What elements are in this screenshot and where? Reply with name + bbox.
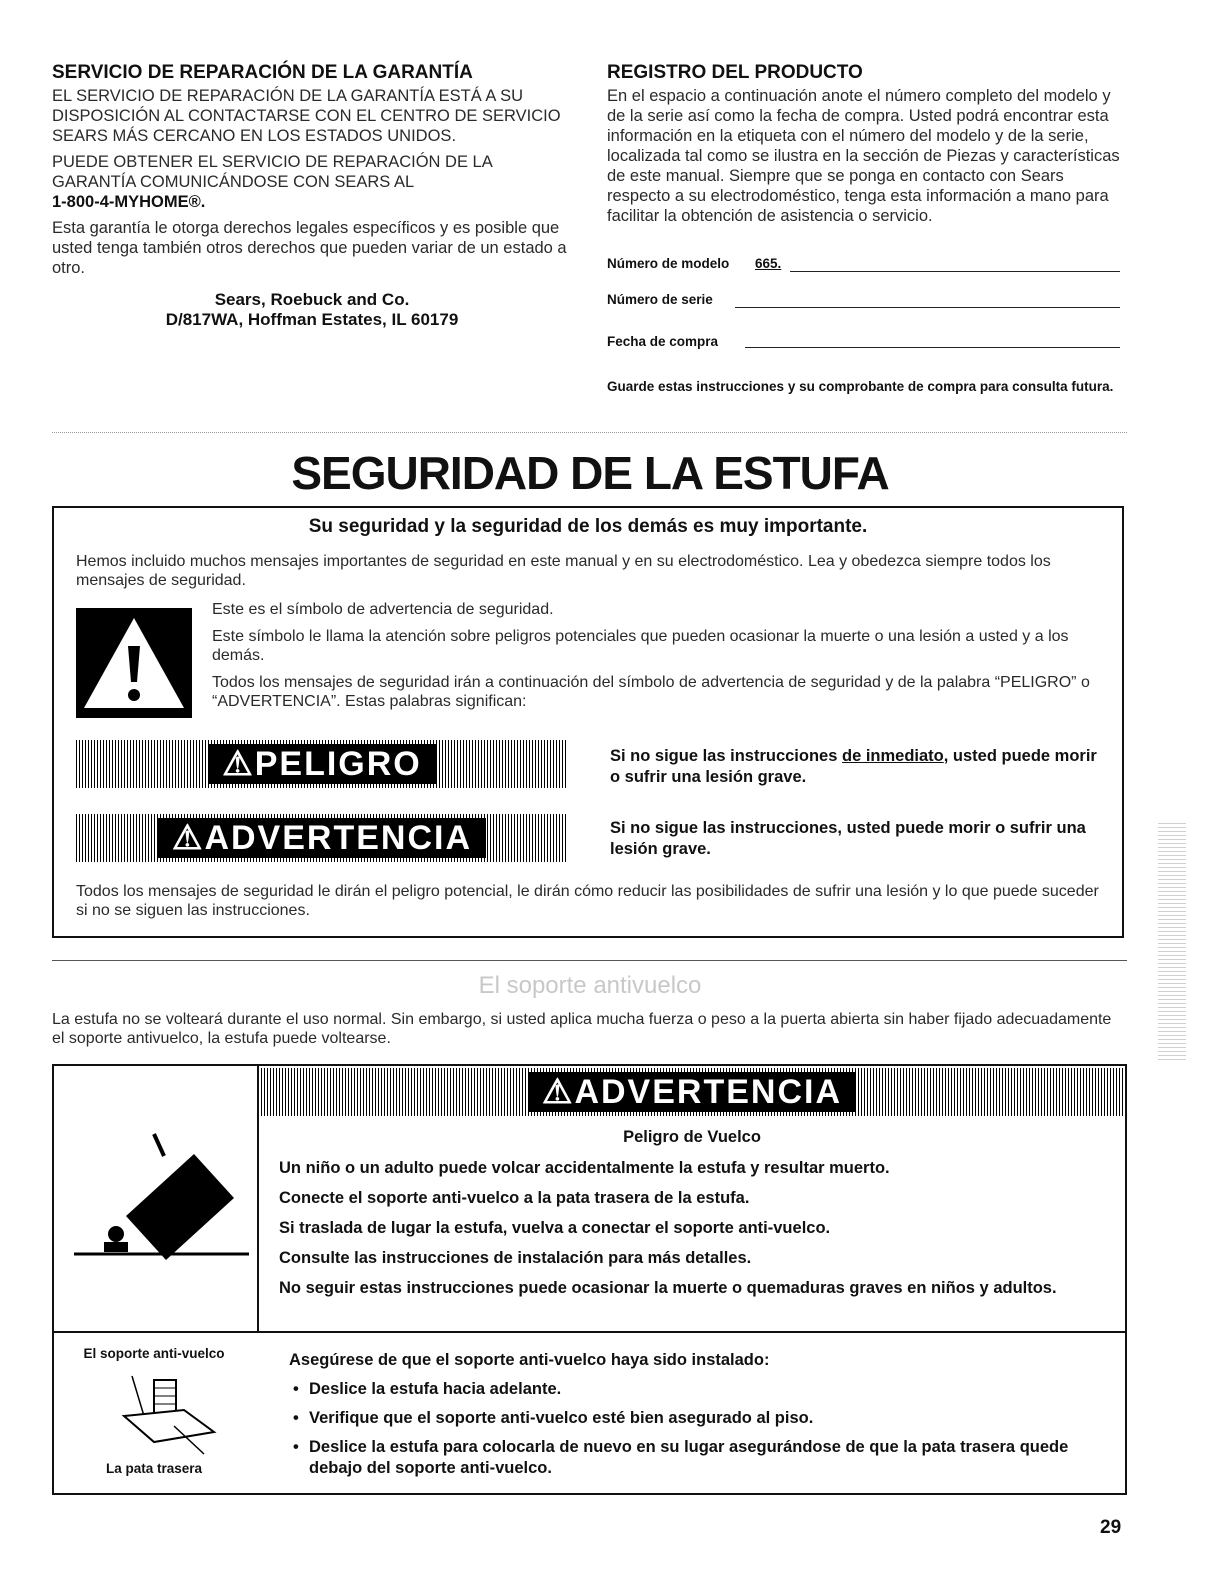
tip-line-4: Consulte las instrucciones de instalación para más detalles. [279,1249,752,1267]
box-horizontal-divider [54,1331,1125,1333]
peligro-signal-word [76,740,568,788]
warranty-section [52,62,572,330]
check-step-2: • Verifique que el soporte anti-vuelco esté bien asegurado al piso. [289,1408,1089,1429]
section-divider [52,432,1127,433]
symbol-description [212,600,1102,711]
model-number-line[interactable] [790,271,1120,272]
peligro-text-a: Si no sigue las instrucciones [610,747,842,765]
safety-box [52,506,1124,938]
purchase-date-line[interactable] [745,347,1120,348]
serial-number-label: Número de serie [607,292,713,307]
company-name: Sears, Roebuck and Co. [214,290,410,309]
tipping-range-illustration-icon [74,1126,254,1276]
registration-heading: REGISTRO DEL PRODUCTO [607,62,863,83]
advertencia-label: ⚠ADVERTENCIA [158,818,486,858]
check-step-3: • Deslice la estufa para colocarla de nuevo en su lugar asegurándose de que la pata trasera quede debajo del soporte anti-vuelco. [289,1437,1089,1479]
bracket-label: El soporte anti-vuelco [83,1346,225,1361]
tip-line-3: Si traslada de lugar la estufa, vuelva a conectar el soporte anti-vuelco. [279,1219,831,1237]
antitip-warning-box [52,1064,1127,1495]
page-number: 29 [1100,1517,1122,1538]
bracket-check-heading: Asegúrese de que el soporte anti-vuelco haya sido instalado: [289,1351,770,1369]
purchase-date-label: Fecha de compra [607,334,719,349]
registration-para: En el espacio a continuación anote el número completo del modelo y de la serie así como la fecha de compra. Usted podrá encontrar esta información en la etiqueta con el número del modelo y de la serie, localizada tal como se ilustra en la sección de Piezas y características de este manual. Siempre que se ponga en contacto con Sears respecto a su electrodoméstico, tenga esta información a mano para facilitar la obtención de asistencia o servicio. [607,87,1120,225]
warranty-para-3: Esta garantía le otorga derechos legales específicos y es posible que usted tenga también otros derechos que pueden variar de un estado a otro. [52,219,567,277]
antitip-intro: La estufa no se volteará durante el uso normal. Sin embargo, si usted aplica mucha fuerza o peso a la puerta abierta sin haber fijado adecuadamente el soporte antivuelco, la estufa puede voltearse. [52,1011,1112,1047]
section-rule [52,960,1127,961]
safety-footer: Todos los mensajes de seguridad le dirán el peligro potencial, le dirán cómo reducir las posibilidades de sufrir una lesión y lo que puede suceder si no se siguen las instrucciones. [76,883,1099,919]
warranty-para-1: EL SERVICIO DE REPARACIÓN DE LA GARANTÍA ESTÁ A SU DISPOSICIÓN AL CONTACTARSE CON EL CENTRO DE SERVICIO SEARS MÁS CERCANO EN LOS ESTADOS UNIDOS. [52,87,561,145]
safety-alert-symbol-icon [76,608,192,718]
antitip-advertencia-banner [261,1068,1123,1116]
page-title: SEGURIDAD DE LA ESTUFA [291,447,889,499]
tip-line-1: Un niño o un adulto puede volcar accidentalmente la estufa y resultar muerto. [279,1159,890,1177]
bracket-check [289,1350,1089,1479]
antitip-heading: El soporte antivuelco [478,972,702,999]
safety-intro: Hemos incluido muchos mensajes importantes de seguridad en este manual y en su electrodoméstico. Lea y obedezca siempre todos los mensajes de seguridad. [76,553,1051,589]
tip-over-subtitle: Peligro de Vuelco [623,1128,761,1146]
warranty-heading: SERVICIO DE REPARACIÓN DE LA GARANTÍA [52,62,473,83]
peligro-description [610,746,1110,788]
registration-section [607,62,1127,226]
tip-line-2: Conecte el soporte anti-vuelco a la pata trasera de la estufa. [279,1189,750,1207]
peligro-text-underline: de inmediato [841,747,944,765]
model-number-label: Número de modelo [607,256,730,271]
symbol-line-2: Este símbolo le llama la atención sobre peligros potenciales que pueden ocasionar la muerte o una lesión a usted y a los demás. [212,628,1069,664]
warranty-phone: 1-800-4-MYHOME®. [52,193,206,211]
anti-tip-bracket-icon [114,1366,224,1456]
safety-box-heading: Su seguridad y la seguridad de los demás es muy importante. [308,516,868,537]
peligro-label: ⚠PELIGRO [208,744,436,784]
peligro-text-b: , usted puede morir o sufrir una lesión grave. [610,747,1097,786]
company-address: D/817WA, Hoffman Estates, IL 60179 [165,310,459,329]
rear-leg-label: La pata trasera [105,1461,203,1476]
tip-line-5: No seguir estas instrucciones puede ocasionar la muerte o quemaduras graves en niños y adultos. [279,1279,1057,1297]
model-number-prefix: 665. [755,256,782,271]
box-vertical-divider [257,1066,259,1331]
advertencia-signal-word [76,814,568,862]
tip-over-lines [279,1158,1109,1299]
serial-number-line[interactable] [735,307,1120,308]
advertencia-description: Si no sigue las instrucciones, usted puede morir o sufrir una lesión grave. [610,819,1086,858]
symbol-line-1: Este es el símbolo de advertencia de seguridad. [212,601,554,618]
symbol-line-3: Todos los mensajes de seguridad irán a continuación del símbolo de advertencia de seguridad y de la palabra “PELIGRO” o “ADVERTENCIA”. Estas palabras significan: [212,674,1090,710]
scan-edge-artifact [1158,820,1186,1060]
antitip-advertencia-label: ⚠ADVERTENCIA [528,1072,856,1112]
check-step-1: • Deslice la estufa hacia adelante. [289,1379,1089,1400]
keep-instructions-note: Guarde estas instrucciones y su comprobante de compra para consulta futura. [607,379,1114,394]
warranty-para-2: PUEDE OBTENER EL SERVICIO DE REPARACIÓN DE LA GARANTÍA COMUNICÁNDOSE CON SEARS AL [52,153,492,191]
